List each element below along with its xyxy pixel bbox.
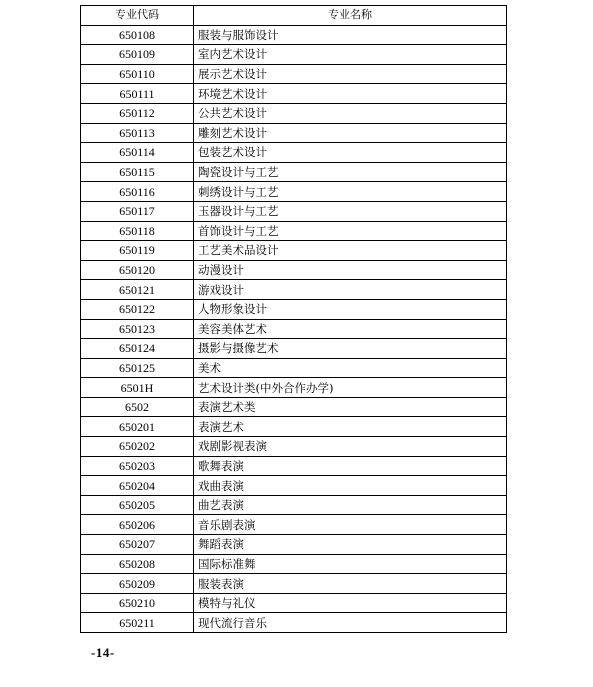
major-name-cell: 摄影与摄像艺术 (194, 339, 507, 359)
major-name-cell: 美术 (194, 358, 507, 378)
major-code-table (80, 5, 507, 633)
major-code-cell: 650117 (81, 201, 194, 221)
table-row (81, 201, 507, 221)
major-name-cell: 现代流行音乐 (194, 613, 507, 633)
major-code-cell: 650205 (81, 495, 194, 515)
table-row (81, 162, 507, 182)
major-code-cell: 650211 (81, 613, 194, 633)
table-row (81, 280, 507, 300)
major-name-cell: 游戏设计 (194, 280, 507, 300)
major-name-cell: 雕刻艺术设计 (194, 123, 507, 143)
major-name-cell: 工艺美术品设计 (194, 241, 507, 261)
page-number: -14- (91, 645, 115, 660)
major-name-cell: 戏曲表演 (194, 476, 507, 496)
major-name-cell: 包装艺术设计 (194, 143, 507, 163)
table-row (81, 535, 507, 555)
table-row (81, 84, 507, 104)
major-code-cell: 650202 (81, 437, 194, 457)
table-row (81, 64, 507, 84)
major-name-cell: 表演艺术类 (194, 397, 507, 417)
table-row (81, 378, 507, 398)
major-name-cell: 戏剧影视表演 (194, 437, 507, 457)
table-row (81, 574, 507, 594)
major-code-cell: 650206 (81, 515, 194, 535)
table-row (81, 241, 507, 261)
major-code-cell: 650120 (81, 260, 194, 280)
major-code-cell: 650201 (81, 417, 194, 437)
table-row (81, 143, 507, 163)
major-code-cell: 650204 (81, 476, 194, 496)
table-header-row (81, 6, 507, 26)
major-code-cell: 650108 (81, 25, 194, 45)
table-row (81, 593, 507, 613)
major-name-cell: 公共艺术设计 (194, 103, 507, 123)
major-code-cell: 650116 (81, 182, 194, 202)
major-name-cell: 音乐剧表演 (194, 515, 507, 535)
table-row (81, 319, 507, 339)
table-row (81, 495, 507, 515)
major-name-cell: 室内艺术设计 (194, 45, 507, 65)
major-code-cell: 650111 (81, 84, 194, 104)
major-name-cell: 陶瓷设计与工艺 (194, 162, 507, 182)
table-row (81, 182, 507, 202)
major-code-cell: 650114 (81, 143, 194, 163)
major-code-cell: 650119 (81, 241, 194, 261)
table-row (81, 299, 507, 319)
major-name-cell: 模特与礼仪 (194, 593, 507, 613)
major-name-cell: 动漫设计 (194, 260, 507, 280)
major-code-cell: 650209 (81, 574, 194, 594)
table-row (81, 25, 507, 45)
major-name-cell: 曲艺表演 (194, 495, 507, 515)
major-name-cell: 歌舞表演 (194, 456, 507, 476)
major-name-cell: 舞蹈表演 (194, 535, 507, 555)
table-row (81, 554, 507, 574)
major-name-cell: 刺绣设计与工艺 (194, 182, 507, 202)
major-name-cell: 首饰设计与工艺 (194, 221, 507, 241)
major-name-cell: 服装表演 (194, 574, 507, 594)
table-row (81, 358, 507, 378)
table-row (81, 417, 507, 437)
major-code-cell: 650118 (81, 221, 194, 241)
major-code-cell: 650115 (81, 162, 194, 182)
table-row (81, 260, 507, 280)
major-code-cell: 6502 (81, 397, 194, 417)
table-row (81, 123, 507, 143)
table-row (81, 613, 507, 633)
major-code-cell: 650121 (81, 280, 194, 300)
table-row (81, 437, 507, 457)
major-name-cell: 人物形象设计 (194, 299, 507, 319)
table-row (81, 45, 507, 65)
table-row (81, 339, 507, 359)
table-row (81, 221, 507, 241)
major-code-cell: 650113 (81, 123, 194, 143)
major-code-cell: 650122 (81, 299, 194, 319)
major-code-cell: 650125 (81, 358, 194, 378)
major-code-cell: 650203 (81, 456, 194, 476)
table-row (81, 103, 507, 123)
major-name-cell: 国际标准舞 (194, 554, 507, 574)
major-code-cell: 650109 (81, 45, 194, 65)
major-name-cell: 环境艺术设计 (194, 84, 507, 104)
major-name-cell: 服装与服饰设计 (194, 25, 507, 45)
major-name-cell: 玉器设计与工艺 (194, 201, 507, 221)
header-major-name: 专业名称 (194, 6, 507, 26)
major-code-cell: 650112 (81, 103, 194, 123)
major-code-cell: 650110 (81, 64, 194, 84)
major-code-cell: 650124 (81, 339, 194, 359)
major-name-cell: 表演艺术 (194, 417, 507, 437)
major-code-cell: 650210 (81, 593, 194, 613)
table-row (81, 456, 507, 476)
major-name-cell: 艺术设计类(中外合作办学) (194, 378, 507, 398)
major-code-cell: 650123 (81, 319, 194, 339)
major-code-cell: 6501H (81, 378, 194, 398)
table-row (81, 397, 507, 417)
major-code-cell: 650207 (81, 535, 194, 555)
major-name-cell: 展示艺术设计 (194, 64, 507, 84)
table-body (81, 25, 507, 632)
header-major-code: 专业代码 (81, 6, 194, 26)
table-row (81, 515, 507, 535)
table-row (81, 476, 507, 496)
major-name-cell: 美容美体艺术 (194, 319, 507, 339)
major-code-cell: 650208 (81, 554, 194, 574)
